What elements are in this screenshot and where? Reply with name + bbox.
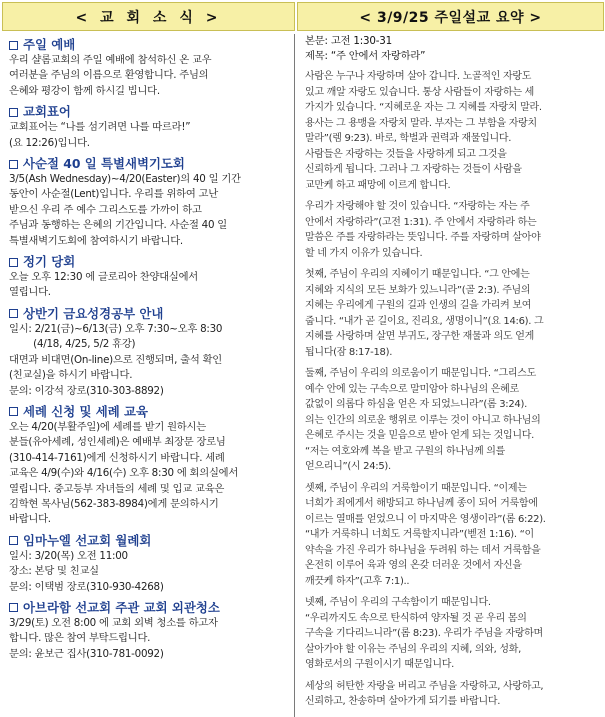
sermon-paragraph bbox=[305, 595, 599, 673]
sermon-line: 얻으리니”(시 24:5). bbox=[305, 461, 391, 472]
announcement-line: 은혜와 평강이 함께 하시길 빕니다. bbox=[9, 84, 160, 97]
announcement-line: 오늘 오후 12:30 에 글로리아 찬양대실에서 bbox=[9, 271, 198, 284]
sermon-line: 구속을 기다리느니라”(롬 8:23). 우리가 주님을 자랑하며 bbox=[305, 628, 543, 639]
sermon-body bbox=[305, 69, 599, 710]
announcement-title-text: 상반기 금요성경공부 안내 bbox=[23, 305, 164, 321]
checkbox-square-icon bbox=[9, 309, 18, 318]
sermon-line: 가지가 있습니다. “지혜로운 자는 그 지혜를 자랑치 말라. bbox=[305, 102, 542, 113]
church-news-header: < 교 회 소 식 > bbox=[2, 2, 295, 31]
sermon-line: 둘째, 주님이 우리의 의로움이기 때문입니다. “그리스도 bbox=[305, 368, 536, 379]
sermon-line: 신뢰하고, 찬송하며 살아가게 되기를 바랍니다. bbox=[305, 696, 501, 707]
announcement-line: 문의: 윤보근 집사(310-781-0092) bbox=[9, 647, 164, 660]
announcement-line: 문의: 이택범 장로(310-930-4268) bbox=[9, 580, 164, 593]
sermon-line: “내가 거룩하니 너희도 거룩할지니라”(벧전 1:16). “이 bbox=[305, 529, 534, 540]
announcement-section bbox=[9, 600, 291, 662]
announcement-line: (요 12:26)입니다. bbox=[9, 136, 90, 149]
announcement-line: 우리 샬롬교회의 주일 예배에 참석하신 온 교우 bbox=[9, 54, 212, 66]
sermon-column bbox=[305, 34, 599, 716]
sermon-paragraph bbox=[305, 679, 599, 710]
sermon-paragraph bbox=[305, 267, 599, 360]
announcement-line: (310-414-7161)에게 신청하시기 바랍니다. 세례 bbox=[9, 451, 225, 464]
sermon-line: 첫째, 주님이 우리의 지혜이기 때문입니다. “그 안에는 bbox=[305, 269, 530, 280]
announcement-line: 동안이 사순절(Lent)입니다. 우리를 위하여 고난 bbox=[9, 188, 218, 201]
sermon-line: 할 네 가지 이유가 있습니다. bbox=[305, 247, 423, 259]
sermon-line: 지혜를 사랑하며 살면 부귀도, 장구한 재물과 의도 얻게 bbox=[305, 331, 534, 342]
announcement-section bbox=[9, 104, 291, 151]
sermon-line: “우리까지도 속으로 탄식하여 양자될 것 곧 우리 몸의 bbox=[305, 612, 527, 624]
announcement-line: (친교실)을 하시기 바랍니다. bbox=[9, 369, 133, 382]
announcements-column bbox=[9, 34, 291, 716]
announcement-line: (4/18, 4/25, 5/2 휴강) bbox=[9, 338, 136, 351]
announcement-title bbox=[9, 404, 291, 420]
sermon-line: 너희가 죄에게서 해방되고 하나님께 종이 되어 거룩함에 bbox=[305, 498, 538, 509]
sermon-paragraph bbox=[305, 366, 599, 475]
sermon-line: 예수 안에 있는 구속으로 말미암아 하나님의 은혜로 bbox=[305, 383, 519, 395]
announcement-line: 교회표어는 “나를 섬기려면 나를 따르라!” bbox=[9, 121, 191, 134]
sermon-paragraph bbox=[305, 69, 599, 193]
sermon-paragraph bbox=[305, 481, 599, 590]
announcement-section bbox=[9, 306, 291, 399]
announcement-section bbox=[9, 37, 291, 99]
announcement-section bbox=[9, 404, 291, 528]
announcement-section bbox=[9, 533, 291, 595]
announcement-line: 문의: 이강석 장로(310-303-8892) bbox=[9, 384, 164, 397]
sermon-line: 셋째, 주님이 우리의 거룩함이기 때문입니다. “이제는 bbox=[305, 482, 527, 494]
announcement-line: 특별새벽기도회에 참여하시기 바랍니다. bbox=[9, 234, 183, 247]
announcement-title-text: 임마누엘 선교회 월례회 bbox=[23, 532, 152, 548]
announcement-line: 열립니다. 중고등부 자녀들의 세례 및 입교 교육은 bbox=[9, 482, 225, 495]
announcement-line: 오는 4/20(부활주일)에 세례를 받기 원하시는 bbox=[9, 420, 206, 433]
sermon-line: 있고 깨알 자랑도 있습니다. 통상 사람들이 자랑하는 세 bbox=[305, 86, 534, 98]
sermon-summary-header: < 3/9/25 주일설교 요약 > bbox=[297, 2, 604, 31]
sermon-line: 신뢰하게 됩니다. 그러나 그 자랑하는 것들이 사람을 bbox=[305, 164, 522, 175]
sermon-line: 됩니다(잠 8:17-18). bbox=[305, 346, 393, 358]
sermon-line: 사람은 누구나 자랑하며 살아 갑니다. 노골적인 자랑도 bbox=[305, 71, 532, 82]
checkbox-square-icon bbox=[9, 603, 18, 612]
sermon-line: 말라”(렘 9:23). 바로, 학벌과 권력과 재물입니다. bbox=[305, 133, 512, 144]
sermon-line: 교만케 하고 패망에 이르게 합니다. bbox=[305, 179, 451, 191]
announcement-title bbox=[9, 600, 291, 616]
sermon-line: 말씀은 주를 자랑하라는 뜻입니다. 주를 자랑하며 살아야 bbox=[305, 232, 541, 243]
announcement-line: 장소: 본당 및 친교실 bbox=[9, 565, 99, 578]
announcement-line: 여러분을 주님의 이름으로 환영합니다. 주님의 bbox=[9, 69, 209, 82]
checkbox-square-icon bbox=[9, 41, 18, 50]
announcement-line: 일시: 3/20(목) 오전 11:00 bbox=[9, 549, 128, 562]
sermon-line: 깨끗케 하자”(고후 7:1).. bbox=[305, 575, 410, 587]
announcement-title-text: 주일 예배 bbox=[23, 37, 76, 52]
checkbox-square-icon bbox=[9, 160, 18, 169]
checkbox-square-icon bbox=[9, 536, 18, 545]
announcement-title-text: 아브라함 선교회 주관 교회 외관청소 bbox=[23, 599, 220, 615]
sermon-line: 세상의 허탄한 자랑을 버리고 주님을 자랑하고, 사랑하고, bbox=[305, 680, 544, 692]
announcement-line: 3/29(토) 오전 8:00 에 교회 외벽 청소를 하고자 bbox=[9, 616, 218, 629]
announcement-section bbox=[9, 156, 291, 249]
announcement-line: 일시: 2/21(금)~6/13(금) 오후 7:30~오후 8:30 bbox=[9, 322, 223, 335]
sermon-line: 우리가 자랑해야 할 것이 있습니다. “자랑하는 자는 주 bbox=[305, 201, 530, 212]
announcement-title bbox=[9, 104, 291, 120]
announcement-line: 대면과 비대면(On-line)으로 진행되며, 출석 확인 bbox=[9, 353, 222, 366]
announcement-title bbox=[9, 37, 291, 53]
announcement-title-text: 정기 당회 bbox=[23, 254, 76, 270]
announcement-line: 교육은 4/9(수)와 4/16(수) 오후 8:30 에 회의실에서 bbox=[9, 467, 239, 480]
sermon-line: 안에서 자랑하라”(고전 1:31). 주 안에서 자랑하라 하는 bbox=[305, 216, 537, 228]
sermon-line: “저는 여호와께 복을 받고 구원의 하나님께 의를 bbox=[305, 445, 505, 457]
announcement-section bbox=[9, 254, 291, 301]
announcement-line: 분들(유아세례, 성인세례)은 예배부 최장문 장로님 bbox=[9, 436, 226, 449]
announcement-line: 3/5(Ash Wednesday)~4/20(Easter)의 40 일 기간 bbox=[9, 173, 241, 186]
checkbox-square-icon bbox=[9, 108, 18, 117]
announcement-line: 합니다. 많은 참여 부탁드립니다. bbox=[9, 632, 151, 645]
announcement-title-text: 교회표어 bbox=[23, 104, 71, 120]
sermon-line: 살아가야 할 이유는 주님의 우리의 지혜, 의와, 성화, bbox=[305, 643, 521, 655]
announcement-title-text: 사순절 40 일 특별새벽기도회 bbox=[23, 156, 185, 172]
checkbox-square-icon bbox=[9, 258, 18, 267]
announcement-line: 바랍니다. bbox=[9, 513, 51, 526]
sermon-line: 용사는 그 용맹을 자랑치 말라. 부자는 그 부함을 자랑치 bbox=[305, 117, 537, 129]
announcement-line: 김학현 목사님(562-383-8984)에게 문의하시기 bbox=[9, 497, 219, 510]
sermon-line: 이르는 열매를 얻었으니 이 마지막은 영생이라”(롬 6:22). bbox=[305, 513, 546, 525]
sermon-line: 지혜와 지식의 모든 보화가 있느니라”(골 2:3). 주님의 bbox=[305, 284, 531, 296]
announcement-line: 받으신 우리 주 예수 그리스도를 가까이 하고 bbox=[9, 203, 202, 216]
column-divider bbox=[294, 34, 295, 717]
announcement-line: 열립니다. bbox=[9, 286, 51, 299]
sermon-line: 영화로서의 구원이시기 때문입니다. bbox=[305, 659, 455, 670]
sermon-line: 은혜로 주시는 것을 믿음으로 받아 얻게 되는 것입니다. bbox=[305, 430, 534, 441]
announcement-title-text: 세례 신청 및 세례 교육 bbox=[23, 403, 148, 419]
sermon-line: 의는 인간의 의로운 행위로 이루는 것이 아니고 하나님의 bbox=[305, 414, 541, 426]
sermon-line: 줍니다. “내가 곧 길이요, 진리요, 생명이니”(요 14:6). 그 bbox=[305, 315, 544, 327]
sermon-scripture: 본문: 고전 1:30-31 bbox=[305, 35, 392, 47]
announcement-title bbox=[9, 156, 291, 172]
announcement-title bbox=[9, 533, 291, 549]
announcement-title bbox=[9, 254, 291, 270]
sermon-title: 제목: “주 안에서 자랑하라” bbox=[305, 49, 426, 62]
sermon-paragraph bbox=[305, 199, 599, 261]
sermon-line: 넷째, 주님이 우리의 구속함이기 때문입니다. bbox=[305, 597, 491, 608]
sermon-line: 사람들은 자랑하는 것들을 사랑하게 되고 그것을 bbox=[305, 148, 507, 160]
sermon-line: 값없이 의롭다 하심을 얻은 자 되었느니라”(롬 3:24). bbox=[305, 399, 527, 410]
sermon-line: 약속을 가진 우리가 하나님을 두려워 하는 데서 거룩함을 bbox=[305, 544, 541, 556]
sermon-line: 지혜는 우리에게 구원의 길과 인생의 길을 가리켜 보여 bbox=[305, 300, 532, 311]
checkbox-square-icon bbox=[9, 407, 18, 416]
sermon-line: 온전히 이루어 육과 영의 온갖 더러운 것에서 자신을 bbox=[305, 560, 522, 571]
announcement-title bbox=[9, 306, 291, 322]
announcement-line: 주님과 동행하는 은혜의 기간입니다. 사순절 40 일 bbox=[9, 219, 228, 232]
